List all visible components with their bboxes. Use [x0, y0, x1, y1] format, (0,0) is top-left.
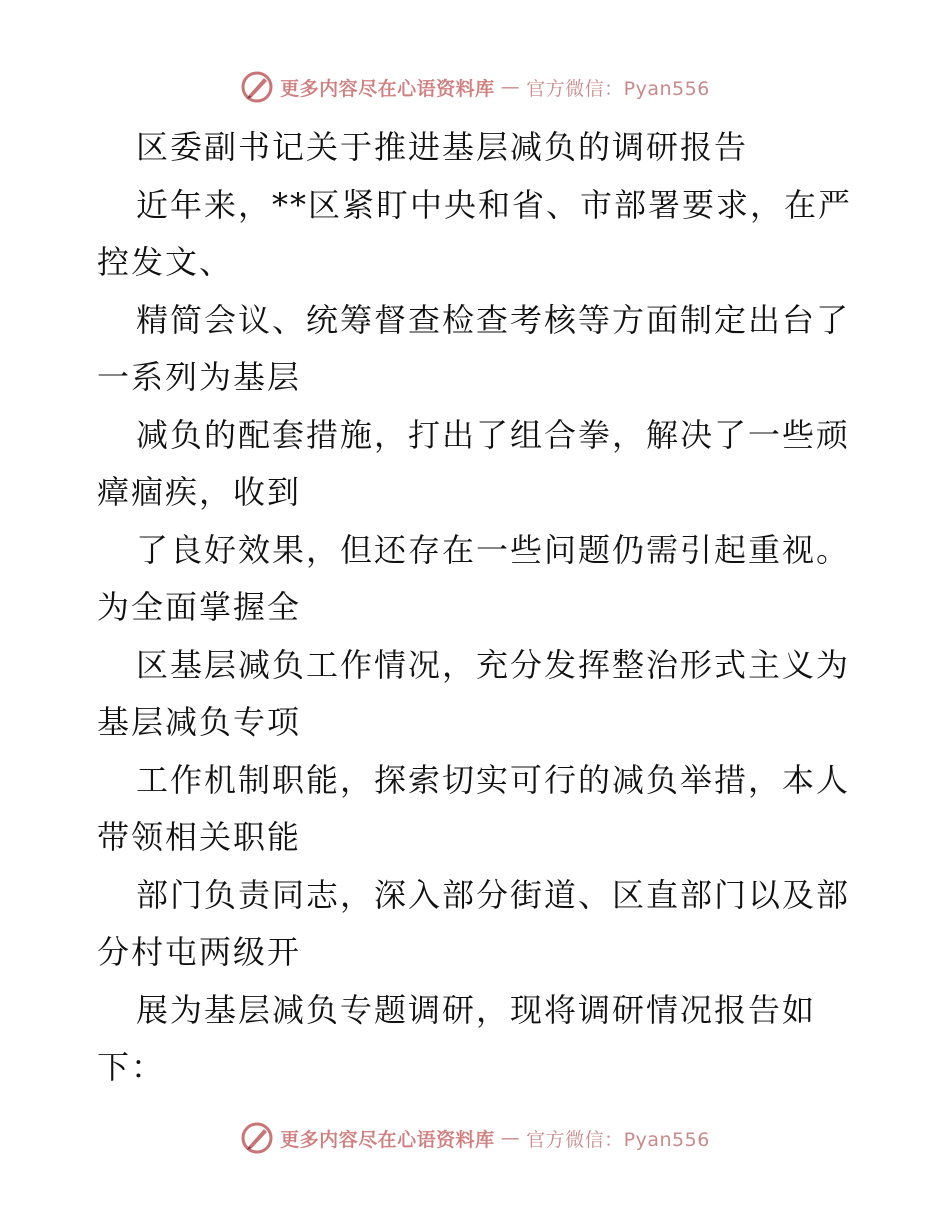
paragraph-line: 近年来，**区紧盯中央和省、市部署要求，在严 [136, 185, 853, 224]
paragraph-line: 分村屯两级开 [97, 933, 302, 971]
paragraph-line: 一系列为基层 [97, 358, 302, 396]
quill-pen-logo-icon [240, 70, 274, 104]
paragraph-line: 带领相关职能 [97, 818, 302, 856]
watermark-contact-text: 官方微信：Pyan556 [526, 1128, 710, 1151]
quill-pen-logo-icon [240, 1121, 274, 1155]
document-title: 区委副书记关于推进基层减负的调研报告 [136, 128, 749, 166]
watermark-dash: — [500, 76, 521, 98]
paragraph-line: 工作机制职能，探索切实可行的减负举措，本人 [136, 760, 851, 799]
paragraph-line: 区基层减负工作情况，充分发挥整治形式主义为 [136, 645, 851, 684]
watermark-contact-text: 官方微信：Pyan556 [526, 77, 710, 100]
footer-watermark [0, 1121, 950, 1155]
watermark-dash: — [500, 1127, 521, 1149]
document-body [97, 119, 857, 1097]
watermark-brand-text: 更多内容尽在心语资料库 [280, 1128, 495, 1151]
paragraph-line: 了良好效果，但还存在一些问题仍需引起重视。 [136, 530, 851, 569]
paragraph-line: 基层减负专项 [97, 703, 302, 741]
paragraph-line: 为全面掌握全 [97, 588, 302, 626]
paragraph-line: 展为基层减负专题调研，现将调研情况报告如 [136, 990, 817, 1029]
paragraph-line: 部门负责同志，深入部分街道、区直部门以及部 [136, 875, 851, 914]
paragraph-line: 下： [97, 1048, 166, 1086]
watermark-brand-text: 更多内容尽在心语资料库 [280, 77, 495, 100]
paragraph-line: 瘴痼疾，收到 [97, 473, 302, 511]
paragraph-line: 减负的配套措施，打出了组合拳，解决了一些顽 [136, 415, 851, 454]
paragraph-line: 控发文、 [97, 243, 234, 281]
paragraph-line: 精简会议、统筹督查检查考核等方面制定出台了 [136, 300, 851, 339]
header-watermark [0, 70, 950, 104]
